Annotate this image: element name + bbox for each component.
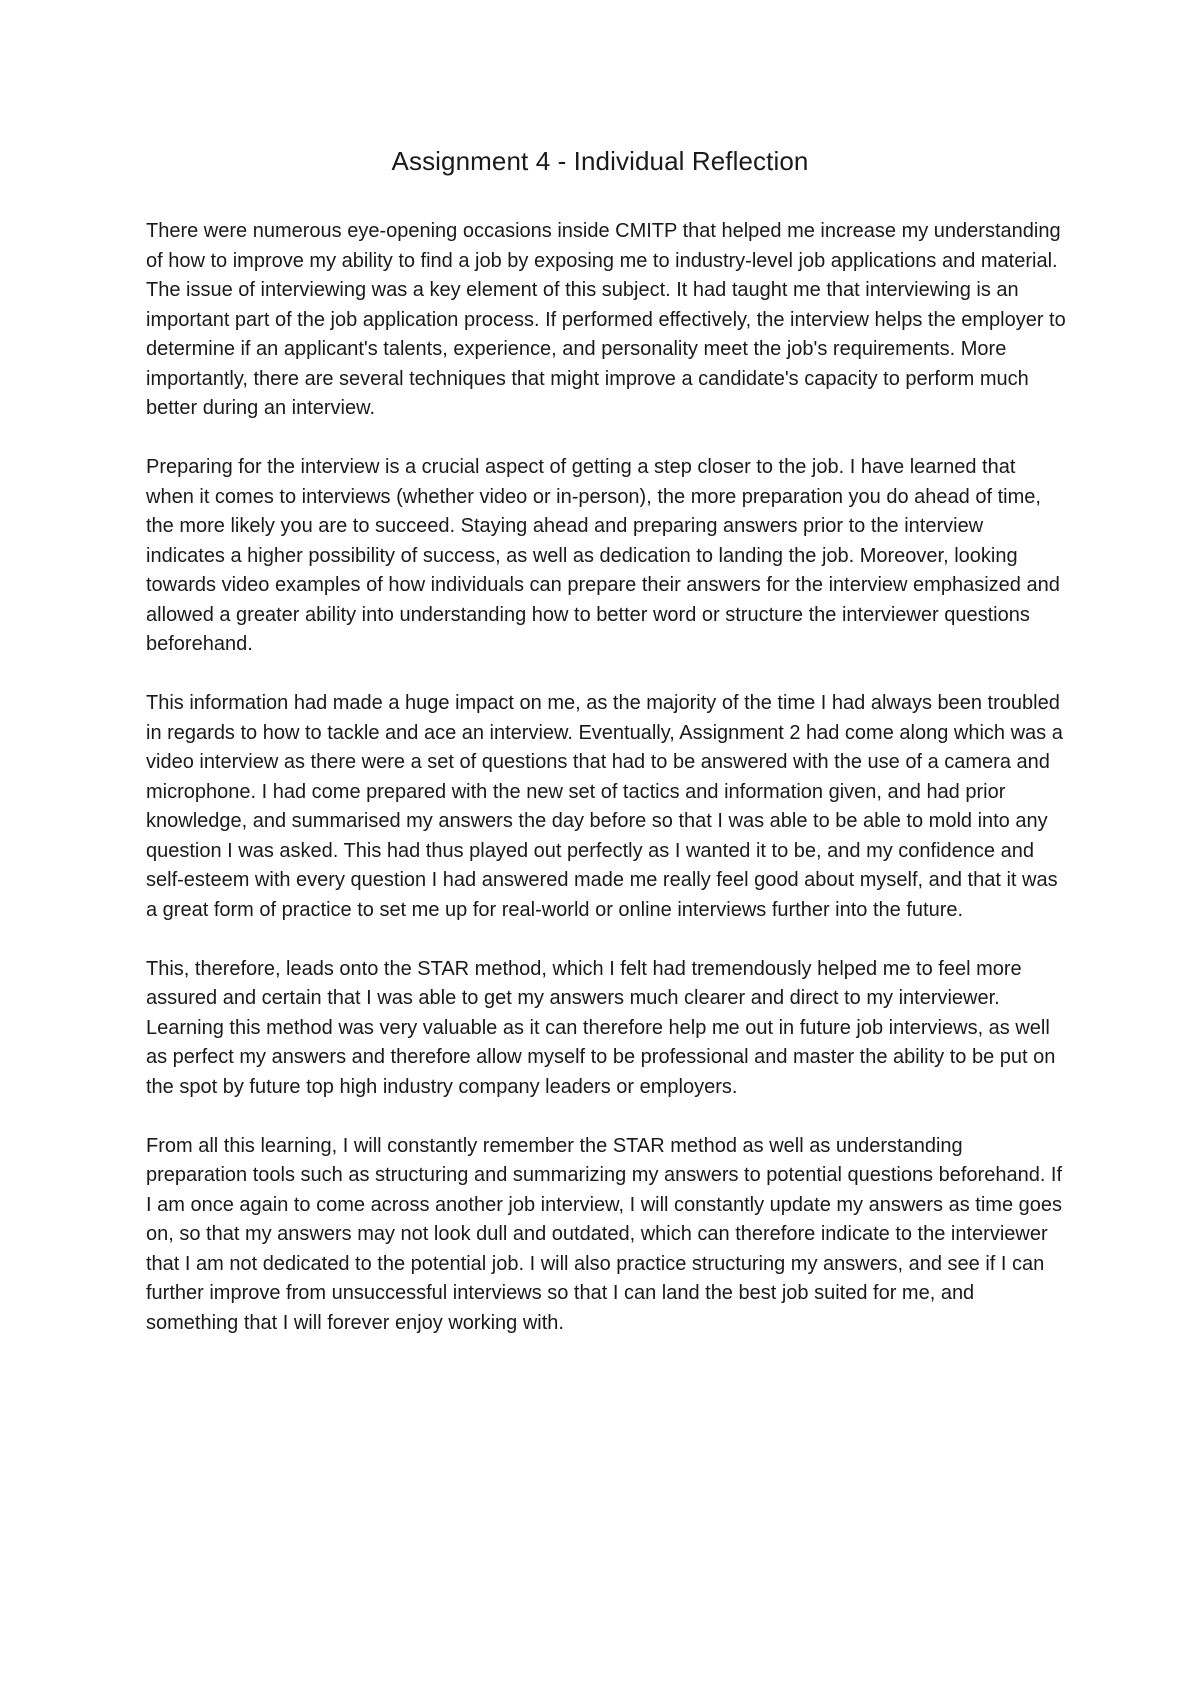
paragraph-3: This information had made a huge impact on me, as the majority of the time I had always been troubled in regards to how to tackle and ace an interview. Eventually, Assignment 2 had come along which was a video interview as there were a set of questions that had to be answered with the use of a camera and microphone. I had come prepared with the new set of tactics and information given, and had prior knowledge, and summarised my answers the day before so that I was able to be able to mold into any question I was asked. This had thus played out perfectly as I wanted it to be, and my confidence and self-esteem with every question I had answered made me really feel good about myself, and that it was a great form of practice to set me up for real-world or online interviews further into the future. [146,692,1063,921]
paragraph-1: There were numerous eye-opening occasions inside CMITP that helped me increase my understanding of how to improve my ability to find a job by exposing me to industry-level job applications and material. The issue of interviewing was a key element of this subject. It had taught me that interviewing is an important part of the job application process. If performed effectively, the interview helps the employer to determine if an applicant's talents, experience, and personality meet the job's requirements. More importantly, there are several techniques that might improve a candidate's capacity to perform much better during an interview. [146,220,1066,419]
paragraph-2: Preparing for the interview is a crucial aspect of getting a step closer to the job. I have learned that when it comes to interviews (whether video or in-person), the more preparation you do ahead of time, the more likely you are to succeed. Staying ahead and preparing answers prior to the interview indicates a higher possibility of success, as well as dedication to landing the job. Moreover, looking towards video examples of how individuals can prepare their answers for the interview emphasized and allowed a greater ability into understanding how to better word or structure the interviewer questions beforehand. [146,456,1060,655]
document-body [146,217,1066,1368]
document-title: Assignment 4 - Individual Reflection [391,146,809,176]
paragraph-5: From all this learning, I will constantly remember the STAR method as well as understanding preparation tools such as structuring and summarizing my answers to potential questions beforehand. If I am once again to come across another job interview, I will constantly update my answers as time goes on, so that my answers may not look dull and outdated, which can therefore indicate to the interviewer that I am not dedicated to the potential job. I will also practice structuring my answers, and see if I can further improve from unsuccessful interviews so that I can land the best job suited for me, and something that I will forever enjoy working with. [146,1134,1063,1334]
paragraph-4: This, therefore, leads onto the STAR method, which I felt had tremendously helped me to feel more assured and certain that I was able to get my answers much clearer and direct to my interviewer. Learning this method was very valuable as it can therefore help me out in future job interviews, as well as perfect my answers and therefore allow myself to be professional and master the ability to be put on the spot by future top high industry company leaders or employers. [146,957,1056,1098]
